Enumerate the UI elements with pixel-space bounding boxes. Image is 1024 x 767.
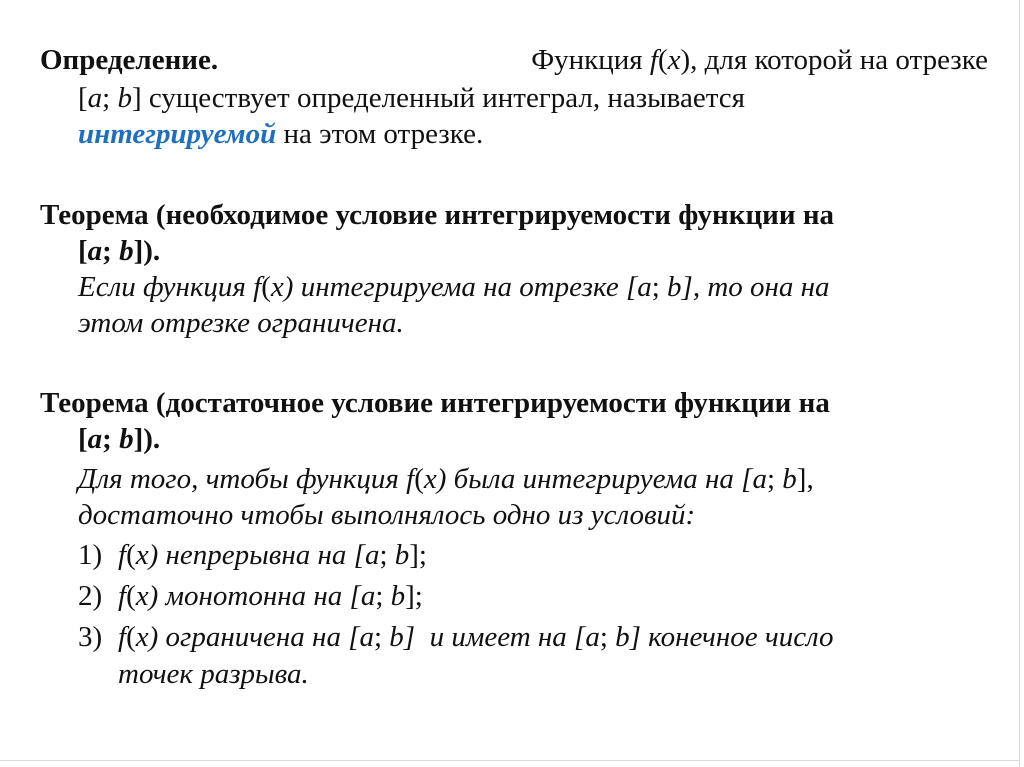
definition-line-2: [a; b] существует определенный интеграл, называется (78, 82, 745, 114)
condition-item-2: 2) f(x) монотонна на [a; b]; (78, 578, 423, 615)
theorem2-body-line-2: достаточно чтобы выполнялось одно из условий: (78, 499, 696, 531)
theorem1-heading-line-2: [a; b]). (78, 235, 161, 267)
definition-line-3: интегрируемой на этом отрезке. (78, 118, 484, 150)
theorem2-body-line-1: Для того, чтобы функция f(x) была интегрируема на [a; b], (78, 463, 814, 495)
term-integrable: интегрируемой (78, 118, 277, 150)
theorem1-body-line-1: Если функция f(x) интегрируема на отрезке [a; b], то она на (78, 271, 830, 303)
condition-item-1: 1) f(x) непрерывна на [a; b]; (78, 537, 427, 574)
theorem1-body-line-2: этом отрезке ограничена. (78, 307, 404, 339)
theorem1-heading-line-1: Теорема (необходимое условие интегрируемости функции на (40, 199, 835, 231)
condition-number: 1) (78, 539, 103, 571)
theorem2-heading-line-2: [a; b]). (78, 423, 161, 455)
slide-frame-bottom (0, 760, 1020, 761)
slide-frame-right (1019, 0, 1020, 767)
condition-item-3-continuation: точек разрыва. (118, 658, 309, 690)
condition-item-3: 3) f(x) ограничена на [a; b] и имеет на [a; b] конечное число (78, 619, 988, 656)
definition-line-1 (40, 42, 988, 79)
condition-number: 2) (78, 580, 103, 612)
theorem2-heading-line-1: Теорема (достаточное условие интегрируемости функции на (40, 387, 830, 419)
condition-number: 3) (78, 621, 103, 653)
definition-text-funktsiya: Функция f(x), для которой на отрезке (524, 44, 988, 76)
definition-label: Определение. (40, 44, 219, 76)
